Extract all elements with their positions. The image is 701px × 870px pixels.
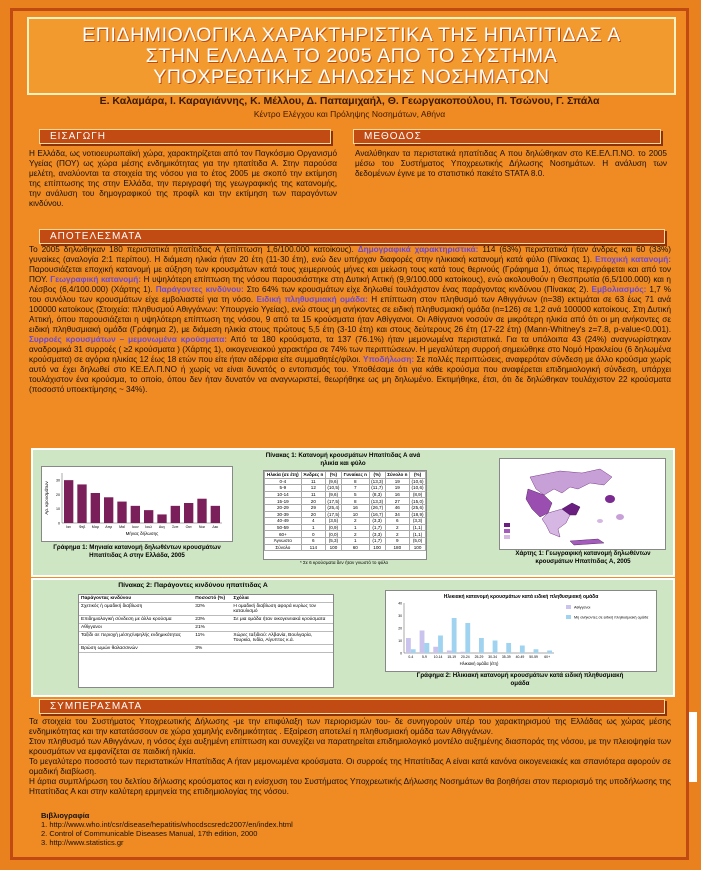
table-row <box>79 616 333 624</box>
table1-header-cell: Γυναίκες n <box>341 472 369 479</box>
results-p3: Παρουσιάζεται εποχική κατανομή με αύξηση των κρουσμάτων κατά τους χειμερινούς μήνες και μείωση τους κατά τους θερινούς (Γράφημα 1), όπως περιγράφεται και από τον ΠΟΥ. <box>29 265 671 284</box>
table-row <box>265 518 426 525</box>
chart2-legend-swatch-1 <box>566 615 571 619</box>
chart2-xlabel: Ηλικιακή ομάδα (έτη) <box>459 661 499 666</box>
chart1-bar-Δεκ <box>211 506 220 523</box>
table1-cell: 16 <box>341 504 369 511</box>
table1-header-cell: Ηλικία (σε έτη) <box>265 472 302 479</box>
hl-geographic: Γεωγραφική κατανομή: <box>50 275 142 284</box>
table1-cell: 2 <box>385 531 410 538</box>
table2-header-cell: Παράγοντας κινδύνου <box>79 595 193 603</box>
chart2-tick-label: 15-19 <box>447 655 457 659</box>
table1-cell: (17,5) <box>327 511 340 517</box>
table1-cell: 0 <box>301 531 325 538</box>
chart2-ytick: 20 <box>398 626 402 631</box>
bibliography-heading: Βιβλιογραφία <box>41 811 90 820</box>
table1-cell: (1,1) <box>410 531 426 538</box>
table-row <box>265 485 426 492</box>
chart2-bar-1-10-14 <box>438 636 443 654</box>
table1 <box>264 471 426 551</box>
table1-cell: 2 <box>341 518 369 525</box>
table1-cell: 9 <box>385 537 410 544</box>
table1-cell: 100 <box>325 544 341 551</box>
table1-cell: (13,3) <box>371 498 384 504</box>
table2-cell: Η ομαδική διαβίωση αφορά κυρίως τον καταυλισμό <box>231 603 333 616</box>
poster-frame <box>10 8 689 860</box>
chart1-xlabel: Μήνας δήλωσης <box>125 531 159 536</box>
chart2-legend-label: Μη ανήκοντες σε ειδική πληθυσμιακή ομάδα <box>574 615 649 620</box>
table2-cell: Επιδημιολογική σύνδεση με άλλο κρούσμα <box>79 616 193 624</box>
table1-cell: 15-19 <box>265 498 302 505</box>
greece-map <box>500 459 665 549</box>
chart1-tick-label: Μαρ <box>91 525 99 529</box>
table2-cell <box>231 624 333 632</box>
table1-cell: 1 <box>341 537 369 544</box>
chart1-tick-label: Αυγ <box>158 525 166 529</box>
affiliation: Κέντρο Ελέγχου και Πρόληψης Νοσημάτων, Αθήνα <box>253 109 446 119</box>
table1-title: Πίνακας 1: Κατανομή κρουσμάτων Ηπατίτιδας Α ανά ηλικία και φύλο <box>265 452 421 467</box>
intro-text: Η Ελλάδα, ως νοτιοευρωπαϊκή χώρα, χαρακτηρίζεται από τον Παγκόσμιο Οργανισμό Υγείας (ΠΟΥ) ως χώρα μέσης ενδημικότητας για την ηπατίτιδα Α. Στην παρούσα μελέτη, αναλύονται τα στοιχεία της νόσου για το έτος 2005 με σκοπό την εκτίμηση της επίπτωσης της στην Ελλάδα, την περιγραφή της γεωγραφικής της κατανομής, την ανάλυση του δημογραφικού της προφίλ και την εκτίμηση των παραγόντων κινδύνου. <box>29 149 337 208</box>
chart2-tick-label: 50-59 <box>529 655 538 659</box>
table1-cell: 114 <box>301 544 325 551</box>
table1-cell: 60 <box>341 544 369 551</box>
table1-cell: 19 <box>385 485 410 492</box>
table1-header-cell: Άνδρες n <box>301 472 325 479</box>
hl-demographics: Δημογραφικά χαρακτηριστικά: <box>357 245 479 254</box>
table1-cell: 11 <box>301 491 325 498</box>
table1-cell: 1 <box>341 524 369 531</box>
chart1-bar-Ιουν <box>131 506 140 523</box>
chart2-ytick: 30 <box>398 614 402 618</box>
table1-cell: 1 <box>301 524 325 531</box>
table1-note: * Σε 6 κρούσματα δεν ήταν γνωστό το φύλο <box>299 560 389 565</box>
table1-cell: (25,6) <box>411 505 424 511</box>
chart1-bar-Οκτ <box>184 503 193 523</box>
chart1-bar-Σεπ <box>171 506 180 523</box>
table1-cell: 16 <box>385 491 410 498</box>
chart1-bar-Ιαν <box>64 480 73 523</box>
table2-cell: Χώρες ταξιδιού: Αλβανία, Βουλγαρία, Τουρκία, Ινδία, Αίγυπτος κ.ά. <box>231 632 333 645</box>
table1-cell: 60+ <box>265 531 302 538</box>
chart1-tick-label: Μαϊ <box>119 525 125 529</box>
table1-cell: 40-49 <box>265 518 302 525</box>
conclusions-heading: ΣΥΜΠΕΡΑΣΜΑΤΑ <box>39 699 665 714</box>
chart1-bar-Απρ <box>104 497 113 523</box>
table1-cell: (8,9) <box>410 491 426 498</box>
table-row <box>79 632 333 645</box>
chart1-ytick: 20 <box>56 492 60 497</box>
table1-cell: (3,5) <box>325 518 341 525</box>
table1-cell: (10,6) <box>411 478 424 484</box>
table1-cell: (13,3) <box>371 478 384 484</box>
hl-population: Ειδική πληθυσμιακή ομάδα: <box>256 295 368 304</box>
side-logo <box>689 712 697 782</box>
table1-cell: (26,7) <box>371 505 384 511</box>
chart2-ytick: 10 <box>398 639 402 643</box>
table1-cell: 11 <box>301 478 325 485</box>
table1-cell: 8 <box>341 498 369 505</box>
table2-title: Πίνακας 2: Παράγοντες κινδύνου ηπατίτιδας Α <box>118 582 268 589</box>
chart1-tick-label: Ιουν <box>131 525 139 529</box>
table-row <box>265 544 426 551</box>
results-p8: Από τα 180 κρούσματα, τα 137 (76.1%) ήταν μεμονωμένα περιστατικά. Για τα υπόλοιπα 43 (24%) αναγνωρίστηκαν αναδρομικά 31 συρροές ( ≥2 κρούσματα ) (Χάρτης 1), οικογενειακού χαρακτήρα σε 74% των περιπτώσεων. Η μεγαλύτερη συρροή σημειώθηκε στο Νομό Ηρακλείου (6 δηλωμένα κρούσματα) σε αγόρια ηλικίας 12 έως 18 ετών που είτε ήταν αδέρφια είτε συμμαθητές/φίλοι. <box>29 335 671 364</box>
figures-panel-2 <box>31 578 675 697</box>
poster-title <box>29 25 674 88</box>
results-p7: Η επίπτωση στον πληθυσμό των Αθιγγάνων (n=38) εκτιμάται σε 63 έως 71 ανά 100000 κατοίκους (Στοιχεία: πληθυσμού Αθιγγάνων: Υπουργείο Υγείας), ενώ στους μη ανήκοντες σε ειδική πληθυσμιακή ομάδα (n=126) σε 1,2 ανά 100000 κατοίκους. Στη Δυτική Αττική, όπου παρουσιάζεται η υψηλότερη επίπτωση της νόσου, 9 από τα 15 κρούσματα ήταν Αθίγγανοι. Οι Αθίγγανοι νοσούν σε μικρότερη ηλικία από ότι οι μη ανήκοντες σε ειδική πληθυσμιακή ομάδα (Γράφημα 2), με διάμεση ηλικία στους πρώτους 5,5 έτη (3-10 έτη) και στους δεύτερους 26 έτη (17-22 έτη) (Mann-Whitney's z=7.8, p-value<0.001). <box>29 295 672 334</box>
chart2-tick-label: 25-29 <box>474 655 484 659</box>
table2-cell: Ταξίδι σε περιοχή μέσης/υψηλής ενδημικότητας <box>79 632 193 645</box>
table2-panel <box>78 594 334 688</box>
title-line-3: ΥΠΟΧΡΕΩΤΙΚΗΣ ΔΗΛΩΣΗΣ ΝΟΣΗΜΑΤΩΝ <box>153 66 550 88</box>
table1-cell: 2 <box>385 524 410 531</box>
chart1-tick-label: Δεκ <box>212 525 219 529</box>
hl-clusters: Συρροές κρουσμάτων – μεμονωμένα κρούσματα: <box>29 335 227 344</box>
table1-cell: 30-39 <box>265 511 302 518</box>
title-line-2: ΣΤΗΝ ΕΛΛΑΔΑ ΤΟ 2005 ΑΠΟ ΤΟ ΣΥΣΤΗΜΑ <box>145 45 558 67</box>
table1-cell: 50-59 <box>265 524 302 531</box>
table1-cell: 180 <box>385 544 410 551</box>
table1-cell: (16,7) <box>371 511 384 517</box>
chart1-bar-Φεβ <box>77 484 86 523</box>
conclusion-3: Το μεγαλύτερο ποσοστό των περιστατικών Ηπατίτιδας Α ήταν μεμονωμένα κρούσματα. Οι συρροές της Ηπατίτιδας Α είναι κατά κανόνα οικογενειακές και σπανιότερα αφορούν σε ομαδική διαβίωση. <box>29 757 671 776</box>
table1-cell: 46 <box>385 504 410 511</box>
table1-cell: 20 <box>301 498 325 505</box>
table1-header-row <box>265 472 426 479</box>
table-row <box>79 645 333 653</box>
authors: Ε. Καλαμάρα, Ι. Καραγιάννης, Κ. Μέλλου, Δ. Παπαμιχαήλ, Θ. Γεωργακοπούλου, Π. Τσώνου, Γ. Σπάλα <box>99 95 600 107</box>
table-row <box>265 511 426 518</box>
table1-cell: 27 <box>385 498 410 505</box>
title-line-1: ΕΠΙΔΗΜΙΟΛΟΓΙΚΑ ΧΑΡΑΚΤΗΡΙΣΤΙΚΑ ΤΗΣ ΗΠΑΤΙΤΙΔΑΣ Α <box>82 24 621 46</box>
chart2-bar-0-5-9 <box>420 631 425 654</box>
chart1-ylabel: Αρ. κρουσμάτων <box>44 481 49 515</box>
age-group-chart <box>386 591 656 671</box>
results-p2: 114 (63%) περιστατικά ήταν άνδρες και 60 (33%) γυναίκες (αναλογία 2:1 περίπου). Η διάμεση ηλικία ήταν 20 έτη (11-30 έτη), ενώ δεν υπήρχαν διαφορές στην ηλικιακή κατανομή κατά φύλο (Πίνακας 1). <box>29 245 672 264</box>
table1-cell: (17,5) <box>327 498 340 504</box>
table1-cell: 4 <box>301 518 325 525</box>
chart2-tick-label: 40-49 <box>515 655 525 659</box>
table2-header-row <box>79 595 333 603</box>
chart2-tick-label: 5-9 <box>422 655 427 659</box>
chart2-bar-0-15-19 <box>447 651 452 654</box>
chart2-tick-label: 10-14 <box>433 655 443 659</box>
chart1-ytick: 0 <box>58 521 60 526</box>
table1-cell: (10,5) <box>327 485 340 491</box>
chart1-ytick: 10 <box>56 507 60 512</box>
chart2-tick-label: 20-24 <box>461 655 470 659</box>
table-row <box>79 603 333 616</box>
chart2-bar-1-15-19 <box>452 618 457 653</box>
table1-cell: (0,9) <box>325 524 341 531</box>
table1-cell: 6 <box>385 518 410 525</box>
table1-cell: (25,4) <box>327 505 340 511</box>
chart2-bar-1-20-24 <box>465 623 470 653</box>
results-p1: Το 2005 δηλώθηκαν 180 περιστατικά ηπατίτιδας Α (επίπτωση 1,6/100.000 κατοίκους). <box>29 245 354 254</box>
table1-cell: 6 <box>301 537 325 544</box>
chart1-tick-label: Οκτ <box>185 525 192 529</box>
table1-cell: 20-29 <box>265 504 302 511</box>
table1-cell: 0-4 <box>265 478 302 485</box>
table1-cell: (9,6) <box>325 491 341 498</box>
table-row <box>265 498 426 505</box>
chart2-bar-0-10-14 <box>433 647 438 653</box>
chart1-tick-label: Απρ <box>105 525 113 529</box>
conclusion-2: Στον πληθυσμό των Αθιγγάνων, η νόσος έχει αυξημένη επίπτωση και συνεχίζει να παρατηρείται επιδημιολογικό μοντέλο αυξημένης διασποράς της νόσου, με την πλειοψηφία των κρουσμάτων να εμφανίζεται σε παιδική ηλικία. <box>29 737 671 756</box>
table1-cell: 7 <box>341 485 369 492</box>
ref-1[interactable]: 1. http://www.who.int/csr/disease/hepatitis/whocdscsredc2007/en/index.html <box>41 820 293 829</box>
hl-seasonal: Εποχική κατανομή: <box>595 255 671 264</box>
table-row <box>265 531 426 538</box>
chart1-tick-label: Ιουλ <box>145 525 153 529</box>
table1-cell: (15,0) <box>411 498 424 504</box>
table2-cell: Σχετικός ή ομαδική διαβίωση <box>79 603 193 616</box>
table2-cell: 3% <box>193 645 231 653</box>
chart1-bar-Νοε <box>197 499 206 523</box>
chart1-bar-Μαϊ <box>117 502 126 523</box>
map-caption: Χάρτης 1: Γεωγραφική κατανομή δηλωθέντων κρουσμάτων Ηπατίτιδας Α, 2005 <box>515 550 651 565</box>
table2-cell: 11% <box>193 632 231 645</box>
method-text: Αναλύθηκαν τα περιστατικά ηπατίτιδας Α που δηλώθηκαν στο ΚΕ.ΕΛ.Π.ΝΟ. το 2005 μέσω του Συστήματος Υποχρεωτικής Δήλωσης Νοσημάτων. Η ανάλυση των δεδομένων έγινε με το στατιστικό πακέτο STATA 8.0. <box>355 149 667 178</box>
table1-cell: (8,3) <box>369 491 385 498</box>
results-p4: Η υψηλότερη επίπτωση της νόσου παρουσιάστηκε στη Δυτική Αττική (9,9/100.000 κατοίκους), ενώ ακολουθούν η Θεσπρωτία (6,5/100.000) και η Λέσβος (6,4/100.000) (Χάρτης 1). <box>29 275 671 294</box>
table1-cell: 29 <box>301 504 325 511</box>
table1-cell: Σύνολο <box>265 544 302 551</box>
table-row <box>265 478 426 485</box>
figures-panel-1 <box>31 448 675 577</box>
table-row <box>265 537 426 544</box>
chart2-title: Ηλικιακή κατανομή κρουσμάτων κατά ειδική πληθυσμιακή ομάδα <box>443 594 599 600</box>
chart2-caption: Γράφημα 2: Ηλικιακή κατανομή κρουσμάτων κατά ειδική πληθυσμιακή ομάδα <box>416 672 624 687</box>
chart2-panel <box>385 590 657 672</box>
table1-panel <box>263 470 427 560</box>
chart1-tick-label: Σεπ <box>172 525 179 529</box>
results-heading: ΑΠΟΤΕΛΕΣΜΑΤΑ <box>39 229 665 244</box>
chart2-tick-label: 60+ <box>544 655 551 659</box>
table1-cell: 5 <box>341 491 369 498</box>
table1-cell: 8 <box>341 478 369 485</box>
table2-cell: 32% <box>193 603 231 616</box>
table1-cell: (5,3) <box>325 537 341 544</box>
chart1-caption: Γράφημα 1: Μηνιαία κατανομή δηλωθέντων κρουσμάτων Ηπατίτιδας Α στην Ελλάδα, 2005 <box>53 544 221 559</box>
chart2-ytick: 0 <box>400 651 402 656</box>
chart1-ytick: 30 <box>56 478 60 483</box>
chart2-bar-1-50-59 <box>534 649 539 653</box>
table2-header-cell: Ποσοστό (%) <box>193 595 231 603</box>
table2-cell: Σε μια ομάδα ήταν οικογενειακά κρούσματα <box>231 616 333 624</box>
table1-cell: 5-9 <box>265 485 302 492</box>
table1-cell: (1,7) <box>369 524 385 531</box>
table1-cell: (10,6) <box>411 485 424 491</box>
table2-cell: 23% <box>193 616 231 624</box>
table1-cell: 2 <box>341 531 369 538</box>
hl-risk: Παράγοντες κινδύνου: <box>155 285 244 294</box>
monthly-chart <box>42 467 232 541</box>
ref-2: 2. Control of Communicable Diseases Manual, 17th edition, 2000 <box>41 829 258 838</box>
chart2-bar-1-30-34 <box>493 641 498 654</box>
results-text <box>29 245 671 395</box>
table1-cell: 10-14 <box>265 491 302 498</box>
table2-cell: Αθίγγανοι <box>79 624 193 632</box>
chart1-bar-Ιουλ <box>144 510 153 523</box>
chart1-tick-label: Φεβ <box>78 525 86 529</box>
table1-cell: 100 <box>369 544 385 551</box>
table-row <box>79 624 333 632</box>
table1-header-cell: (%) <box>410 472 426 479</box>
chart2-legend-swatch-0 <box>566 605 571 609</box>
chart2-legend-label: Αθίγγανοι <box>574 605 591 610</box>
table1-cell: (1,1) <box>410 524 426 531</box>
table1-cell: Άγνωστο <box>265 537 302 544</box>
table1-cell: (5,0) <box>410 537 426 544</box>
table1-header-cell: (%) <box>325 472 341 479</box>
chart2-bar-0-20-24 <box>461 652 466 653</box>
chart1-tick-label: Ιαν <box>66 525 72 529</box>
table2-header-cell: Σχόλια <box>231 595 333 603</box>
table-row <box>265 504 426 511</box>
conclusion-1: Τα στοιχεία του Συστήματος Υποχρεωτικής Δήλωσης -με την επιφύλαξη των περιορισμών του- δε συνηγορούν υπέρ του χαρακτηρισμού της Ελλάδας ως χώρας μέσης ενδημικότητας και την κατατάσσουν σε χώρα χαμηλής ενδημικότητας . Εξαίρεση αποτελεί η πληθυσμιακή ομάδα των Αθιγγάνων. <box>29 717 671 736</box>
table2-cell: 21% <box>193 624 231 632</box>
table1-cell: 10 <box>341 511 369 518</box>
method-heading: ΜΕΘΟΔΟΣ <box>353 129 661 144</box>
table1-cell: 34 <box>385 511 410 518</box>
table1-cell: 12 <box>301 485 325 492</box>
chart2-tick-label: 35-39 <box>501 655 511 659</box>
chart2-bar-1-5-9 <box>424 643 429 653</box>
chart2-bar-1-25-29 <box>479 638 484 653</box>
title-box <box>27 17 676 95</box>
table1-cell: (1,7) <box>369 537 385 544</box>
chart1-tick-label: Νοε <box>198 525 206 529</box>
table2 <box>79 595 333 653</box>
chart2-bar-1-60+ <box>547 651 552 654</box>
table1-cell: (11,7) <box>369 485 385 492</box>
conclusions-text <box>29 717 671 797</box>
table1-cell: (3,3) <box>410 518 426 525</box>
table1-cell: (9,6) <box>325 478 341 485</box>
chart2-ytick: 40 <box>398 601 402 606</box>
chart2-bg <box>386 591 656 671</box>
chart1-bar-Αυγ <box>157 514 166 523</box>
table-row <box>265 524 426 531</box>
table1-header-cell: (%) <box>369 472 385 479</box>
table1-cell: (0,0) <box>325 531 341 538</box>
chart1-panel <box>41 466 233 542</box>
conclusion-4: Η άρτια συμπλήρωση του δελτίου δήλωσης κρούσματος και η ενίσχυση του Συστήματος Υποχρεωτικής Δήλωσης Νοσημάτων θα βοηθήσει στον περιορισμό της υποδήλωσης της Ηπατίτιδας Α και στην καλύτερη ερμηνεία της επιδημιολογίας της νόσου. <box>29 777 671 796</box>
map-panel <box>499 458 666 550</box>
hl-vaccination: Εμβολιασμός: <box>591 285 647 294</box>
table1-cell: 100 <box>410 544 426 551</box>
chart2-tick-label: 30-34 <box>488 655 497 659</box>
hl-underreporting: Υποδήλωση: <box>362 355 415 364</box>
ref-3[interactable]: 3. http://www.statistics.gr <box>41 838 124 847</box>
table1-cell: 20 <box>301 511 325 518</box>
table-row <box>265 491 426 498</box>
chart1-bar-Μαρ <box>91 493 100 523</box>
table1-cell: (3,3) <box>369 531 385 538</box>
chart2-bar-0-0-4 <box>406 638 411 653</box>
chart2-bar-1-0-4 <box>411 649 416 653</box>
table1-cell: 19 <box>385 478 410 485</box>
bibliography <box>41 811 293 847</box>
chart2-tick-label: 0-4 <box>408 655 414 659</box>
table1-cell: (18,9) <box>411 511 424 517</box>
table1-cell: (3,3) <box>369 518 385 525</box>
intro-heading: ΕΙΣΑΓΩΓΗ <box>39 129 331 144</box>
table2-cell: Βρώση ωμών θαλασσινών <box>79 645 193 653</box>
results-p6: 1,7 % του συνόλου των κρουσμάτων είχε εμβολιαστεί για τη νόσο. <box>29 285 672 304</box>
chart2-bar-1-35-39 <box>506 643 511 653</box>
results-p5: Στο 64% των κρουσμάτων είχε δηλωθεί τουλάχιστον ένας παράγοντας κινδύνου (Πίνακας 2). <box>246 285 589 294</box>
chart2-bar-1-40-49 <box>520 646 525 654</box>
table1-header-cell: Σύνολο n <box>385 472 410 479</box>
results-p9: Σε πολλές περιπτώσεις, αναφερόταν σύνδεση με άλλο κρούσμα χωρίς αυτό να έχει δηλωθεί στο ΚΕ.ΕΛ.Π.ΝΟ ή χωρίς να είναι δυνατός ο εντοπισμός του. Υποθέσαμε ότι για κάθε κρούσμα που αναφέρεται επιδημιολογική σύνδεση, υπάρχει τουλάχιστον ένα κρούσμα, το οποίο, όπου δεν ήταν δυνατόν να αναγνωριστεί, θεωρήθηκε ως μη δηλωμένο. Εκτιμήθηκε, έτσι, ότι δε δηλώθηκαν τουλάχιστον 22 κρούσματα (ποσοστό υποεκτίμησης ~ 34%). <box>29 355 671 394</box>
table2-cell <box>231 645 333 653</box>
